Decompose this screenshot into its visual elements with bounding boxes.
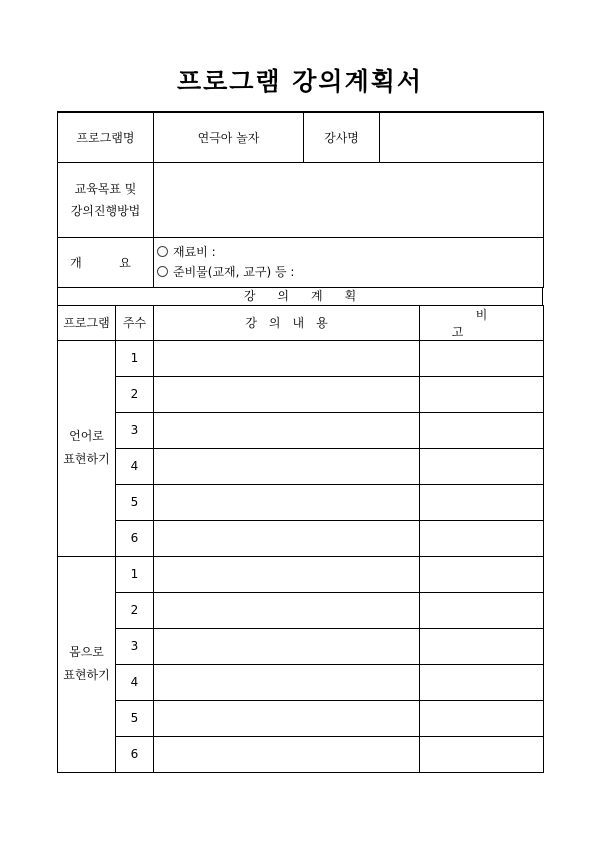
week-number: 3 [116,628,154,664]
lecture-content-cell[interactable] [154,736,420,772]
instructor-label: 강사명 [304,112,380,162]
plan-note-header: 비고 [420,305,544,340]
plan-content-header: 강의내용 [154,305,420,340]
program-group-name [58,556,116,772]
info-table [57,111,544,288]
program-name-label: 프로그램명 [58,112,154,162]
plan-row [58,376,544,412]
note-cell[interactable] [420,556,544,592]
lecture-content-cell[interactable] [154,520,420,556]
note-cell[interactable] [420,340,544,376]
overview-label-text: 개 요 [70,255,141,270]
goals-label-line2: 강의진행방법 [70,203,141,218]
plan-row [58,700,544,736]
note-cell[interactable] [420,664,544,700]
week-number: 5 [116,700,154,736]
lecture-content-cell[interactable] [154,556,420,592]
program-group-name [58,340,116,556]
week-number: 1 [116,340,154,376]
overview-label [58,237,154,287]
plan-row [58,412,544,448]
overview-value[interactable] [154,237,544,287]
note-cell[interactable] [420,448,544,484]
goals-label-line1: 교육목표 및 [74,181,137,196]
lecture-content-cell[interactable] [154,700,420,736]
plan-row [58,592,544,628]
goals-label [58,162,154,237]
note-cell[interactable] [420,592,544,628]
section-title: 강의계획 [243,289,379,303]
program-group-name-line1: 언어로 [69,429,104,443]
program-group-name-line1: 몸으로 [69,645,104,659]
plan-row [58,556,544,592]
lecture-content-cell[interactable] [154,412,420,448]
week-number: 5 [116,484,154,520]
week-number: 4 [116,448,154,484]
plan-row [58,736,544,772]
plan-row [58,340,544,376]
note-cell[interactable] [420,376,544,412]
note-cell[interactable] [420,736,544,772]
note-cell[interactable] [420,628,544,664]
lecture-content-cell[interactable] [154,448,420,484]
note-cell[interactable] [420,484,544,520]
note-cell[interactable] [420,412,544,448]
plan-row [58,628,544,664]
program-name-value[interactable]: 연극아 놀자 [154,112,304,162]
note-cell[interactable] [420,700,544,736]
week-number: 3 [116,412,154,448]
overview-item-supplies: 준비물(교재, 교구) 등 : [157,262,543,282]
instructor-value[interactable] [380,112,544,162]
document-title: 프로그램 강의계획서 [176,67,424,96]
plan-row [58,448,544,484]
lecture-plan-table [57,305,544,773]
program-group-name-line2: 표현하기 [63,668,110,682]
week-number: 2 [116,376,154,412]
week-number: 4 [116,664,154,700]
note-cell[interactable] [420,520,544,556]
lecture-content-cell[interactable] [154,340,420,376]
lecture-content-cell[interactable] [154,592,420,628]
week-number: 1 [116,556,154,592]
lecture-content-cell[interactable] [154,628,420,664]
plan-row [58,484,544,520]
week-number: 6 [116,736,154,772]
circle-bullet-icon [157,266,168,277]
lecture-content-cell[interactable] [154,484,420,520]
plan-week-header: 주수 [116,305,154,340]
week-number: 2 [116,592,154,628]
circle-bullet-icon [157,246,168,257]
lecture-content-cell[interactable] [154,664,420,700]
week-number: 6 [116,520,154,556]
plan-row [58,664,544,700]
overview-item-materials: 재료비 : [157,242,543,262]
program-group-name-line2: 표현하기 [63,452,110,466]
goals-value[interactable] [154,162,544,237]
lecture-content-cell[interactable] [154,376,420,412]
plan-row [58,520,544,556]
plan-program-header: 프로그램 [58,305,116,340]
section-title-row [57,287,543,305]
